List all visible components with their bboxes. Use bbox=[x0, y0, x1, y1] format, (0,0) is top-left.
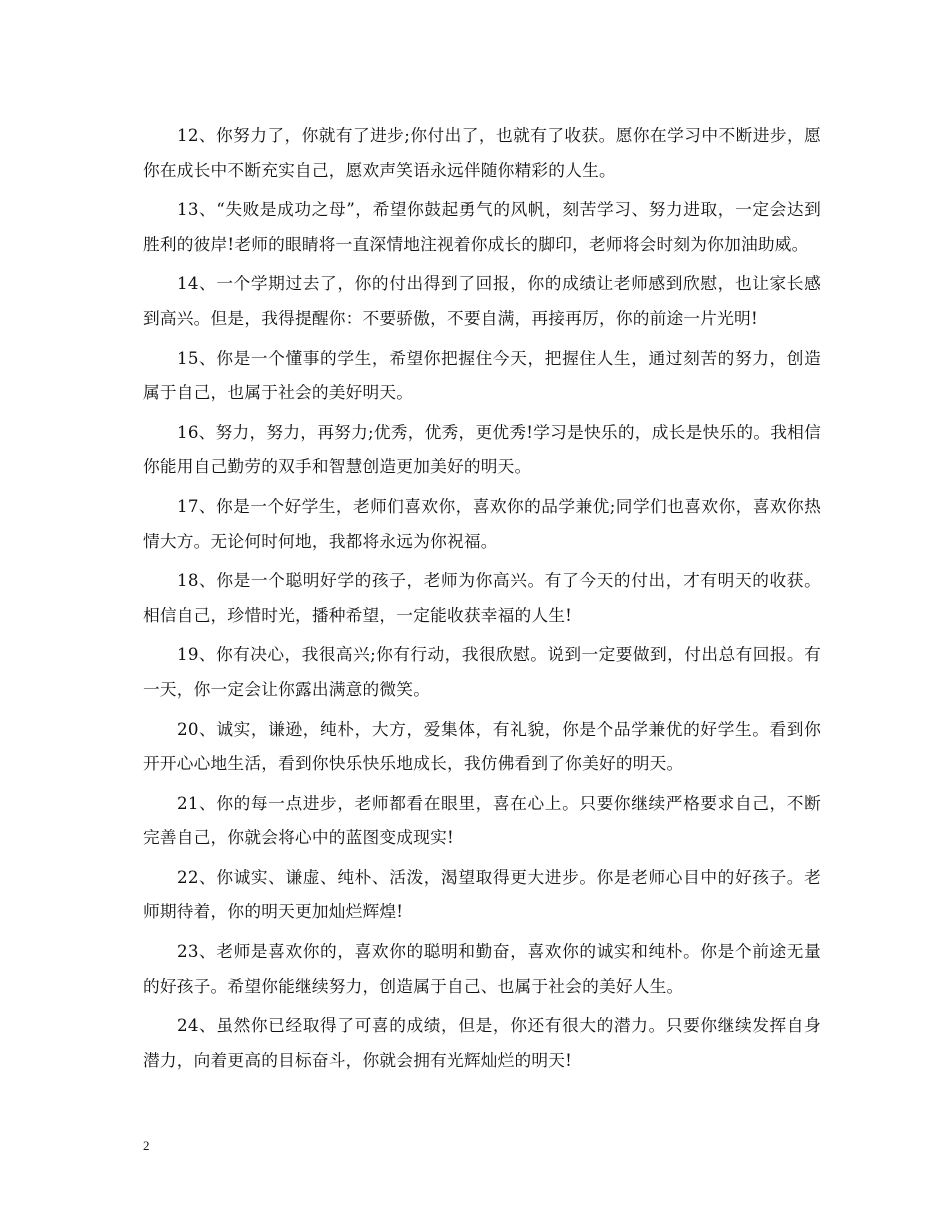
paragraph-12: 12、你努力了，你就有了进步;你付出了，也就有了收获。愿你在学习中不断进步，愿你在成长中不断充实自己，愿欢声笑语永远伴随你精彩的人生。 bbox=[143, 125, 821, 180]
paragraph-23: 23、老师是喜欢你的，喜欢你的聪明和勤奋，喜欢你的诚实和纯朴。你是个前途无量的好孩子。希望你能继续努力，创造属于自己、也属于社会的美好人生。 bbox=[143, 941, 821, 996]
paragraph-22: 22、你诚实、谦虚、纯朴、活泼，渴望取得更大进步。你是老师心目中的好孩子。老师期待着，你的明天更加灿烂辉煌! bbox=[143, 866, 821, 922]
document-body bbox=[143, 118, 821, 1082]
paragraph-24: 24、虽然你已经取得了可喜的成绩，但是，你还有很大的潜力。只要你继续发挥自身潜力，向着更高的目标奋斗，你就会拥有光辉灿烂的明天! bbox=[143, 1015, 821, 1070]
paragraph-21: 21、你的每一点进步，老师都看在眼里，喜在心上。只要你继续严格要求自己，不断完善自己，你就会将心中的蓝图变成现实! bbox=[143, 792, 821, 848]
paragraph-15: 15、你是一个懂事的学生，希望你把握住今天，把握住人生，通过刻苦的努力，创造属于自己，也属于社会的美好明天。 bbox=[143, 347, 821, 403]
page-number: 2 bbox=[143, 1138, 150, 1153]
paragraph-13: 13、“失败是成功之母”，希望你鼓起勇气的风帆，刻苦学习、努力进取，一定会达到胜利的彼岸!老师的眼睛将一直深情地注视着你成长的脚印，老师将会时刻为你加油助威。 bbox=[143, 199, 821, 254]
paragraph-16: 16、努力，努力，再努力;优秀，优秀，更优秀!学习是快乐的，成长是快乐的。我相信你能用自己勤劳的双手和智慧创造更加美好的明天。 bbox=[143, 421, 821, 477]
paragraph-14: 14、一个学期过去了，你的付出得到了回报，你的成绩让老师感到欣慰，也让家长感到高兴。但是，我得提醒你：不要骄傲，不要自满，再接再厉，你的前途一片光明! bbox=[143, 273, 821, 328]
paragraph-18: 18、你是一个聪明好学的孩子，老师为你高兴。有了今天的付出，才有明天的收获。相信自己，珍惜时光，播种希望，一定能收获幸福的人生! bbox=[143, 570, 821, 625]
paragraph-17: 17、你是一个好学生，老师们喜欢你，喜欢你的品学兼优;同学们也喜欢你，喜欢你热情大方。无论何时何地，我都将永远为你祝福。 bbox=[143, 495, 821, 551]
paragraph-19: 19、你有决心，我很高兴;你有行动，我很欣慰。说到一定要做到，付出总有回报。有一天，你一定会让你露出满意的微笑。 bbox=[143, 644, 821, 699]
paragraph-20: 20、诚实，谦逊，纯朴，大方，爱集体，有礼貌，你是个品学兼优的好学生。看到你开开心心地生活，看到你快乐快乐地成长，我仿佛看到了你美好的明天。 bbox=[143, 718, 821, 774]
